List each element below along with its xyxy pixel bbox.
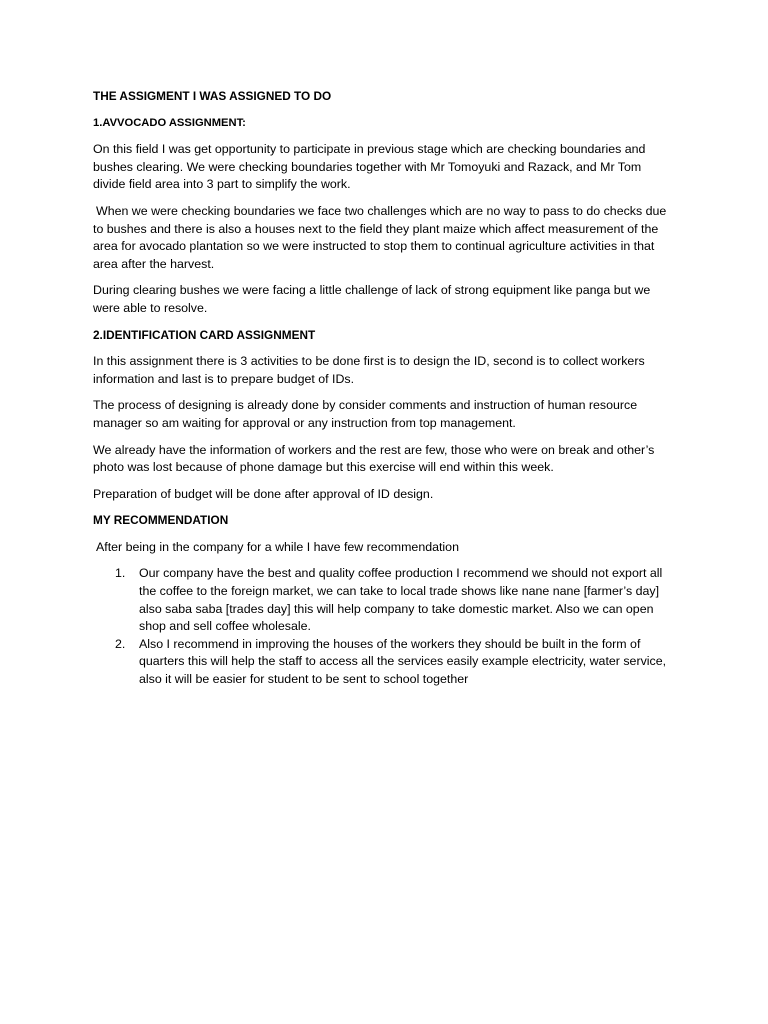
section-heading-avocado: 1.AVVOCADO ASSIGNMENT: bbox=[93, 116, 246, 129]
list-item bbox=[93, 636, 675, 689]
list-item-number: 2. bbox=[115, 636, 126, 651]
list-item-text: Also I recommend in improving the houses of the workers they should be built in the form of quarters this will help the staff to access all the services easily example electricity, water service, also it will be easier for student to be sent to school together bbox=[139, 636, 667, 687]
document-page bbox=[93, 88, 675, 689]
paragraph: In this assignment there is 3 activities to be done first is to design the ID, second is to collect workers information and last is to prepare budget of IDs. bbox=[93, 354, 645, 386]
list-item-number: 1. bbox=[115, 566, 126, 581]
paragraph: We already have the information of workers and the rest are few, those who were on break and other’s photo was lost because of phone damage but this exercise will end within this week. bbox=[93, 442, 655, 475]
recommendation-list bbox=[93, 565, 675, 688]
recommendation-intro: After being in the company for a while I have few recommendation bbox=[96, 539, 459, 554]
paragraph: The process of designing is already done by consider comments and instruction of human resource manager so am waiting for approval or any instruction from top management. bbox=[93, 398, 638, 430]
paragraph: During clearing bushes we were facing a little challenge of lack of strong equipment like panga but we were able to resolve. bbox=[93, 283, 651, 315]
document-title: THE ASSIGMENT I WAS ASSIGNED TO DO bbox=[93, 89, 332, 103]
paragraph: On this field I was get opportunity to participate in previous stage which are checking boundaries and bushes clearing. We were checking boundaries together with Mr Tomoyuki and Razack, and Mr Tom divide field area into 3 part to simplify the work. bbox=[93, 142, 646, 192]
list-item bbox=[93, 565, 675, 635]
section-heading-recommendation: MY RECOMMENDATION bbox=[93, 513, 229, 528]
paragraph: Preparation of budget will be done after approval of ID design. bbox=[93, 486, 434, 501]
section-heading-id-card: 2.IDENTIFICATION CARD ASSIGNMENT bbox=[93, 327, 316, 342]
paragraph: When we were checking boundaries we face two challenges which are no way to pass to do checks due to bushes and there is also a houses next to the field they plant maize which affect measurement of the area for avocado plantation so we were instructed to stop them to continual agriculture activities in that area after the harvest. bbox=[93, 203, 667, 271]
list-item-text: Our company have the best and quality coffee production I recommend we should not export all the coffee to the foreign market, we can take to local trade shows like nane nane [farmer’s day] also saba saba [trades day] this will help company to take domestic market. Also we can open shop and sell coffee wholesale. bbox=[139, 566, 663, 634]
